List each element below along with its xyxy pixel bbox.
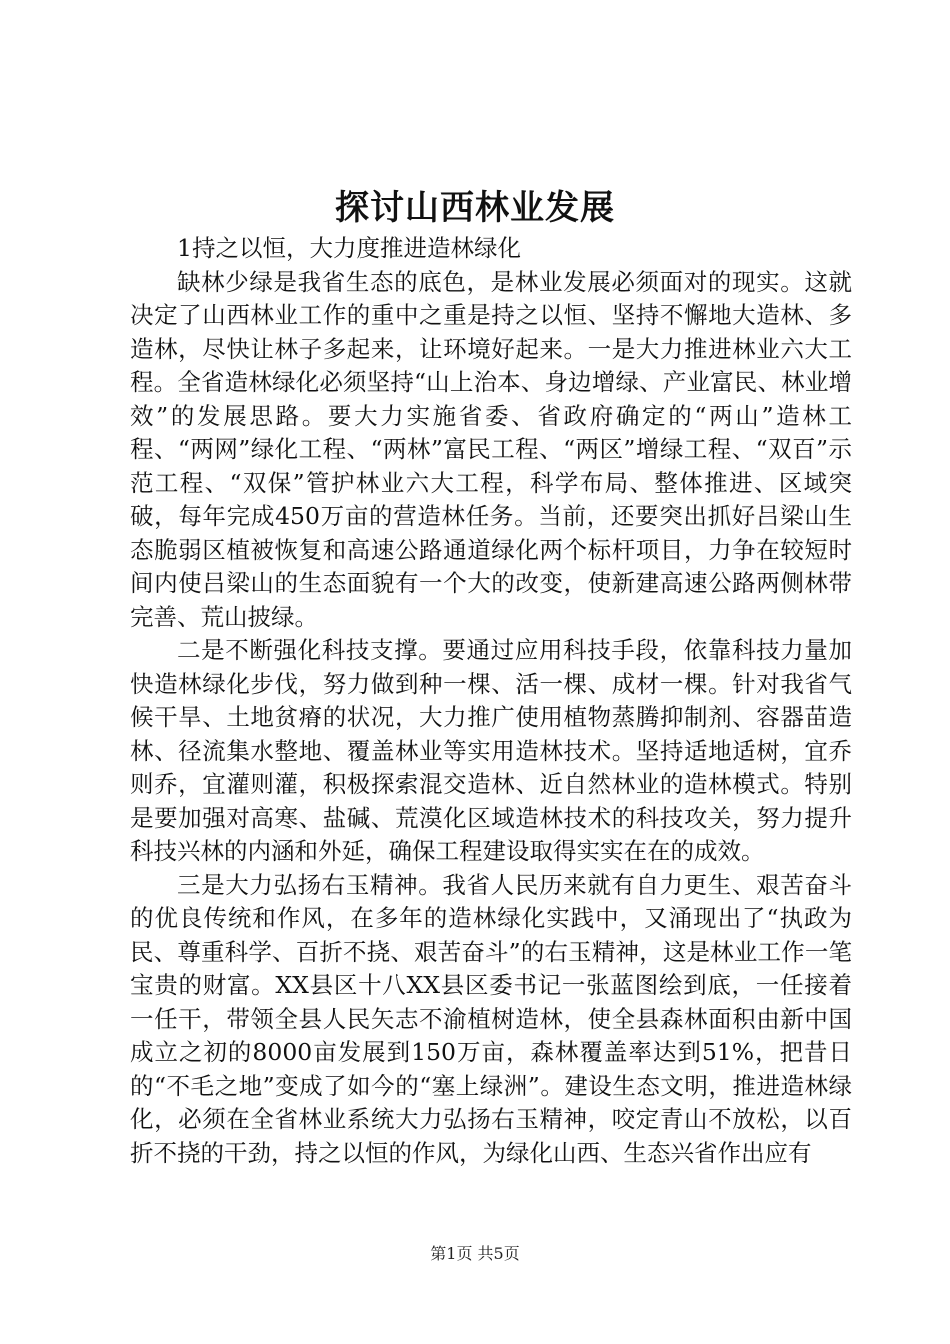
paragraph: 缺林少绿是我省生态的底色，是林业发展必须面对的现实。这就决定了山西林业工作的重中之重是持之以恒、坚持不懈地大造林、多造林，尽快让林子多起来，让环境好起来。一是大力推进林业六大工程。全省造林绿化必须坚持“山上治本、身边增绿、产业富民、林业增效”的发展思路。要大力实施省委、省政府确定的“两山”造林工程、“两网”绿化工程、“两林”富民工程、“两区”增绿工程、“双百”示范工程、“双保”管护林业六大工程，科学布局、整体推进、区域突破，每年完成450万亩的营造林任务。当前，还要突出抓好吕梁山生态脆弱区植被恢复和高速公路通道绿化两个标杆项目，力争在较短时间内使吕梁山的生态面貌有一个大的改变，使新建高速公路两侧林带完善、荒山披绿。 [130,267,852,631]
paragraph: 二是不断强化科技支撑。要通过应用科技手段，依靠科技力量加快造林绿化步伐，努力做到种一棵、活一棵、成材一棵。针对我省气候干旱、土地贫瘠的状况，大力推广使用植物蒸腾抑制剂、容器苗造林、径流集水整地、覆盖林业等实用造林技术。坚持适地适树，宜乔则乔，宜灌则灌，积极探索混交造林、近自然林业的造林模式。特别是要加强对高寒、盐碱、荒漠化区域造林技术的科技攻关，努力提升科技兴林的内涵和外延，确保工程建设取得实实在在的成效。 [130,636,852,865]
document-body [130,232,852,1170]
section-heading: 1持之以恒，大力度推进造林绿化 [177,234,521,262]
document-title: 探讨山西林业发展 [335,188,615,228]
page-footer: 第1页 共5页 [430,1244,520,1263]
paragraph: 三是大力弘扬右玉精神。我省人民历来就有自力更生、艰苦奋斗的优良传统和作风，在多年的造林绿化实践中，又涌现出了“执政为民、尊重科学、百折不挠、艰苦奋斗”的右玉精神，这是林业工作一笔宝贵的财富。XX县区十八XX县区委书记一张蓝图绘到底，一任接着一任干，带领全县人民矢志不渝植树造林，使全县森林面积由新中国成立之初的8000亩发展到150万亩，森林覆盖率达到51%，把昔日的“不毛之地”变成了如今的“塞上绿洲”。建设生态文明，推进造林绿化，必须在全省林业系统大力弘扬右玉精神，咬定青山不放松，以百折不挠的干劲，持之以恒的作风，为绿化山西、生态兴省作出应有 [130,870,852,1167]
